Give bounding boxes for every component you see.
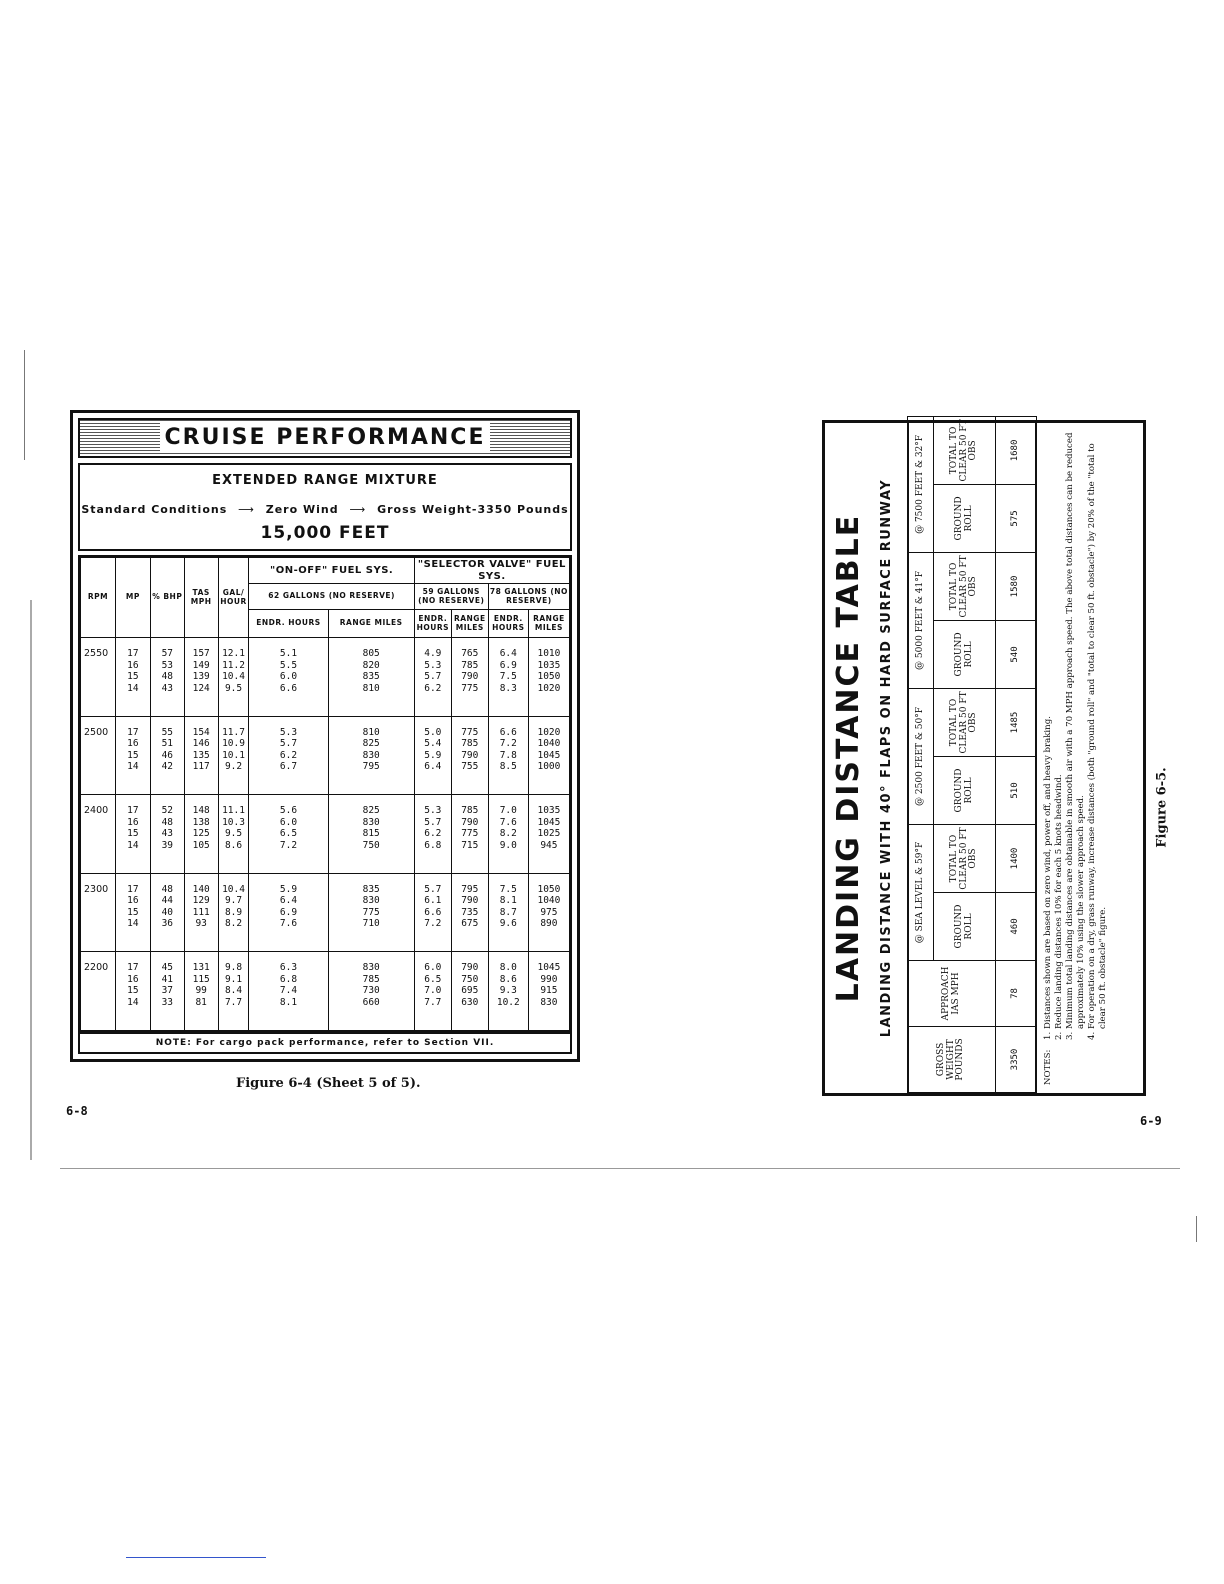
rpm-value: 2400 <box>81 795 116 874</box>
ft2500-roll: 510 <box>996 756 1037 824</box>
landing-title: LANDING DISTANCE TABLE <box>831 513 866 1003</box>
cruise-rpm-group-row <box>81 638 570 717</box>
scan-edge-mark <box>1196 1216 1197 1242</box>
cell-mp: 17 16 15 14 <box>115 952 150 1031</box>
cell-e59: 4.9 5.3 5.7 6.2 <box>414 638 451 717</box>
total-clear-header: TOTAL TO CLEAR 50 FT OBS <box>934 416 996 484</box>
cell-tas: 140 129 111 93 <box>184 873 218 952</box>
rpm-value: 2300 <box>81 873 116 952</box>
endr-hours-header: ENDR. HOURS <box>249 610 328 638</box>
ft2500-header: @ 2500 FEET & 50°F <box>908 688 934 824</box>
scan-edge-mark <box>24 350 25 460</box>
figure-caption-right-container <box>1152 760 1172 860</box>
condition-standard: Standard Conditions <box>81 503 228 516</box>
ground-roll-header: GROUND ROLL <box>934 484 996 552</box>
cell-r59: 775 785 790 755 <box>451 716 488 795</box>
sea-level-header: @ SEA LEVEL & 59°F <box>908 824 934 960</box>
cell-gal: 9.8 9.1 8.4 7.7 <box>218 952 249 1031</box>
cell-tas: 154 146 135 117 <box>184 716 218 795</box>
condition-weight: Gross Weight-3350 Pounds <box>377 503 569 516</box>
cell-r78: 1035 1045 1025 945 <box>528 795 569 874</box>
cell-r62: 825 830 815 750 <box>328 795 414 874</box>
cargo-pack-note: NOTE: For cargo pack performance, refer to Section VII. <box>78 1032 572 1054</box>
note-item: 3. Minimum total landing distances are obtainable in smooth air with a 70 MPH approach speed. The above total distances can be reduced approximately 10% using the slower approach speed. <box>1065 431 1087 1029</box>
cell-e59: 6.0 6.5 7.0 7.7 <box>414 952 451 1031</box>
cruise-rpm-group-row <box>81 952 570 1031</box>
notes-label: NOTES: <box>1043 1049 1053 1085</box>
cell-gal: 10.4 9.7 8.9 8.2 <box>218 873 249 952</box>
ft5000-roll: 540 <box>996 620 1037 688</box>
cell-bhp: 55 51 46 42 <box>150 716 184 795</box>
ft7500-total: 1680 <box>996 416 1037 484</box>
scan-bottom-rule <box>126 1557 266 1558</box>
col-gal-hour: GAL/ HOUR <box>218 558 249 638</box>
onoff-fuel-sys-header: "ON-OFF" FUEL SYS. <box>249 558 414 584</box>
arrow-icon: ⟶ <box>238 503 255 516</box>
cruise-rpm-group-row <box>81 873 570 952</box>
cell-r59: 785 790 775 715 <box>451 795 488 874</box>
range-miles-header: RANGE MILES <box>528 610 569 638</box>
cell-e78: 7.0 7.6 8.2 9.0 <box>488 795 528 874</box>
gross-weight-value: 3350 <box>996 1027 1037 1093</box>
cruise-rpm-group-row <box>81 716 570 795</box>
selector-valve-fuel-sys-header: "SELECTOR VALVE" FUEL SYS. <box>414 558 569 584</box>
cell-r59: 790 750 695 630 <box>451 952 488 1031</box>
ground-roll-header: GROUND ROLL <box>934 893 996 961</box>
landing-distance-table <box>822 420 1146 1096</box>
landing-title-box <box>825 423 909 1093</box>
cell-bhp: 57 53 48 43 <box>150 638 184 717</box>
altitude-label: 15,000 FEET <box>260 523 390 543</box>
figure-caption-right: Figure 6-5. <box>1154 767 1170 848</box>
conditions-line <box>80 503 570 516</box>
sea-level-roll: 460 <box>996 893 1037 961</box>
endr-hours-header: ENDR. HOURS <box>488 610 528 638</box>
cruise-conditions-header <box>78 463 572 551</box>
gallons-59-header: 59 GALLONS (NO RESERVE) <box>414 584 488 610</box>
col-tas: TAS MPH <box>184 558 218 638</box>
cell-mp: 17 16 15 14 <box>115 795 150 874</box>
scan-gutter-line <box>60 1168 1180 1169</box>
cell-e62: 6.3 6.8 7.4 8.1 <box>249 952 328 1031</box>
ground-roll-header: GROUND ROLL <box>934 620 996 688</box>
cell-mp: 17 16 15 14 <box>115 638 150 717</box>
cell-r78: 1020 1040 1045 1000 <box>528 716 569 795</box>
col-bhp: % BHP <box>150 558 184 638</box>
note-item: 1. Distances shown are based on zero wind, power off, and heavy braking. <box>1043 431 1054 1029</box>
ft7500-roll: 575 <box>996 484 1037 552</box>
cell-r62: 810 825 830 795 <box>328 716 414 795</box>
cell-e78: 8.0 8.6 9.3 10.2 <box>488 952 528 1031</box>
cell-r78: 1010 1035 1050 1020 <box>528 638 569 717</box>
endr-hours-header: ENDR. HOURS <box>414 610 451 638</box>
cell-r62: 805 820 835 810 <box>328 638 414 717</box>
rpm-value: 2550 <box>81 638 116 717</box>
cell-r62: 835 830 775 710 <box>328 873 414 952</box>
cell-e62: 5.6 6.0 6.5 7.2 <box>249 795 328 874</box>
note-item: 2. Reduce landing distances 10% for each 5 knots headwind. <box>1054 431 1065 1029</box>
landing-subtitle: LANDING DISTANCE WITH 40° FLAPS ON HARD SURFACE RUNWAY <box>879 478 894 1038</box>
cell-e62: 5.9 6.4 6.9 7.6 <box>249 873 328 952</box>
figure-caption-left: Figure 6-4 (Sheet 5 of 5). <box>236 1076 421 1091</box>
ft7500-header: @ 7500 FEET & 32°F <box>908 416 934 552</box>
ground-roll-header: GROUND ROLL <box>934 756 996 824</box>
cell-r59: 765 785 790 775 <box>451 638 488 717</box>
landing-data-table <box>907 416 1037 1093</box>
total-clear-header: TOTAL TO CLEAR 50 FT OBS <box>934 552 996 620</box>
cruise-title-banner <box>78 418 572 458</box>
cell-r78: 1050 1040 975 890 <box>528 873 569 952</box>
page-number-left: 6-8 <box>66 1104 88 1118</box>
cell-e78: 6.6 7.2 7.8 8.5 <box>488 716 528 795</box>
scan-edge-mark <box>30 600 32 1160</box>
note-item: 4. For operation on a dry, grass runway, increase distances (both "ground roll" and "total to clear 50 ft. obstacle") by 20% of the "total to clear 50 ft. obstacle" figure. <box>1087 431 1109 1029</box>
cell-e78: 7.5 8.1 8.7 9.6 <box>488 873 528 952</box>
cell-bhp: 48 44 40 36 <box>150 873 184 952</box>
ft5000-header: @ 5000 FEET & 41°F <box>908 552 934 688</box>
cell-e62: 5.1 5.5 6.0 6.6 <box>249 638 328 717</box>
landing-distance-table-container <box>822 420 1146 1096</box>
range-miles-header: RANGE MILES <box>328 610 414 638</box>
col-rpm: RPM <box>81 558 116 638</box>
condition-wind: Zero Wind <box>265 503 339 516</box>
total-clear-header: TOTAL TO CLEAR 50 FT OBS <box>934 824 996 892</box>
total-clear-header: TOTAL TO CLEAR 50 FT OBS <box>934 688 996 756</box>
range-miles-header: RANGE MILES <box>451 610 488 638</box>
sea-level-total: 1400 <box>996 824 1037 892</box>
arrow-icon: ⟶ <box>349 503 367 516</box>
landing-notes <box>1035 423 1143 1093</box>
cell-e59: 5.7 6.1 6.6 7.2 <box>414 873 451 952</box>
cruise-table-frame <box>78 555 572 1033</box>
mixture-label: EXTENDED RANGE MIXTURE <box>212 473 438 488</box>
cell-gal: 11.1 10.3 9.5 8.6 <box>218 795 249 874</box>
col-mp: MP <box>115 558 150 638</box>
ft2500-total: 1485 <box>996 688 1037 756</box>
cruise-table <box>80 557 570 1031</box>
cruise-title: CRUISE PERFORMANCE <box>160 423 490 453</box>
cruise-performance-chart <box>70 410 580 1062</box>
rpm-value: 2500 <box>81 716 116 795</box>
cell-gal: 11.7 10.9 10.1 9.2 <box>218 716 249 795</box>
cell-r78: 1045 990 915 830 <box>528 952 569 1031</box>
cell-r59: 795 790 735 675 <box>451 873 488 952</box>
cell-tas: 157 149 139 124 <box>184 638 218 717</box>
cell-tas: 131 115 99 81 <box>184 952 218 1031</box>
gallons-78-header: 78 GALLONS (NO RESERVE) <box>488 584 569 610</box>
rpm-value: 2200 <box>81 952 116 1031</box>
approach-ias-value: 78 <box>996 961 1037 1027</box>
approach-ias-header: APPROACH IAS MPH <box>908 961 996 1027</box>
page-number-right: 6-9 <box>1140 1114 1162 1128</box>
cell-tas: 148 138 125 105 <box>184 795 218 874</box>
cell-r62: 830 785 730 660 <box>328 952 414 1031</box>
cell-bhp: 45 41 37 33 <box>150 952 184 1031</box>
cruise-rpm-group-row <box>81 795 570 874</box>
cell-mp: 17 16 15 14 <box>115 716 150 795</box>
cell-e59: 5.0 5.4 5.9 6.4 <box>414 716 451 795</box>
cell-bhp: 52 48 43 39 <box>150 795 184 874</box>
ft5000-total: 1580 <box>996 552 1037 620</box>
gallons-62-header: 62 GALLONS (NO RESERVE) <box>249 584 414 610</box>
cell-e78: 6.4 6.9 7.5 8.3 <box>488 638 528 717</box>
gross-weight-header: GROSS WEIGHT POUNDS <box>908 1027 996 1093</box>
cell-gal: 12.1 11.2 10.4 9.5 <box>218 638 249 717</box>
cell-e62: 5.3 5.7 6.2 6.7 <box>249 716 328 795</box>
cell-e59: 5.3 5.7 6.2 6.8 <box>414 795 451 874</box>
cell-mp: 17 16 15 14 <box>115 873 150 952</box>
